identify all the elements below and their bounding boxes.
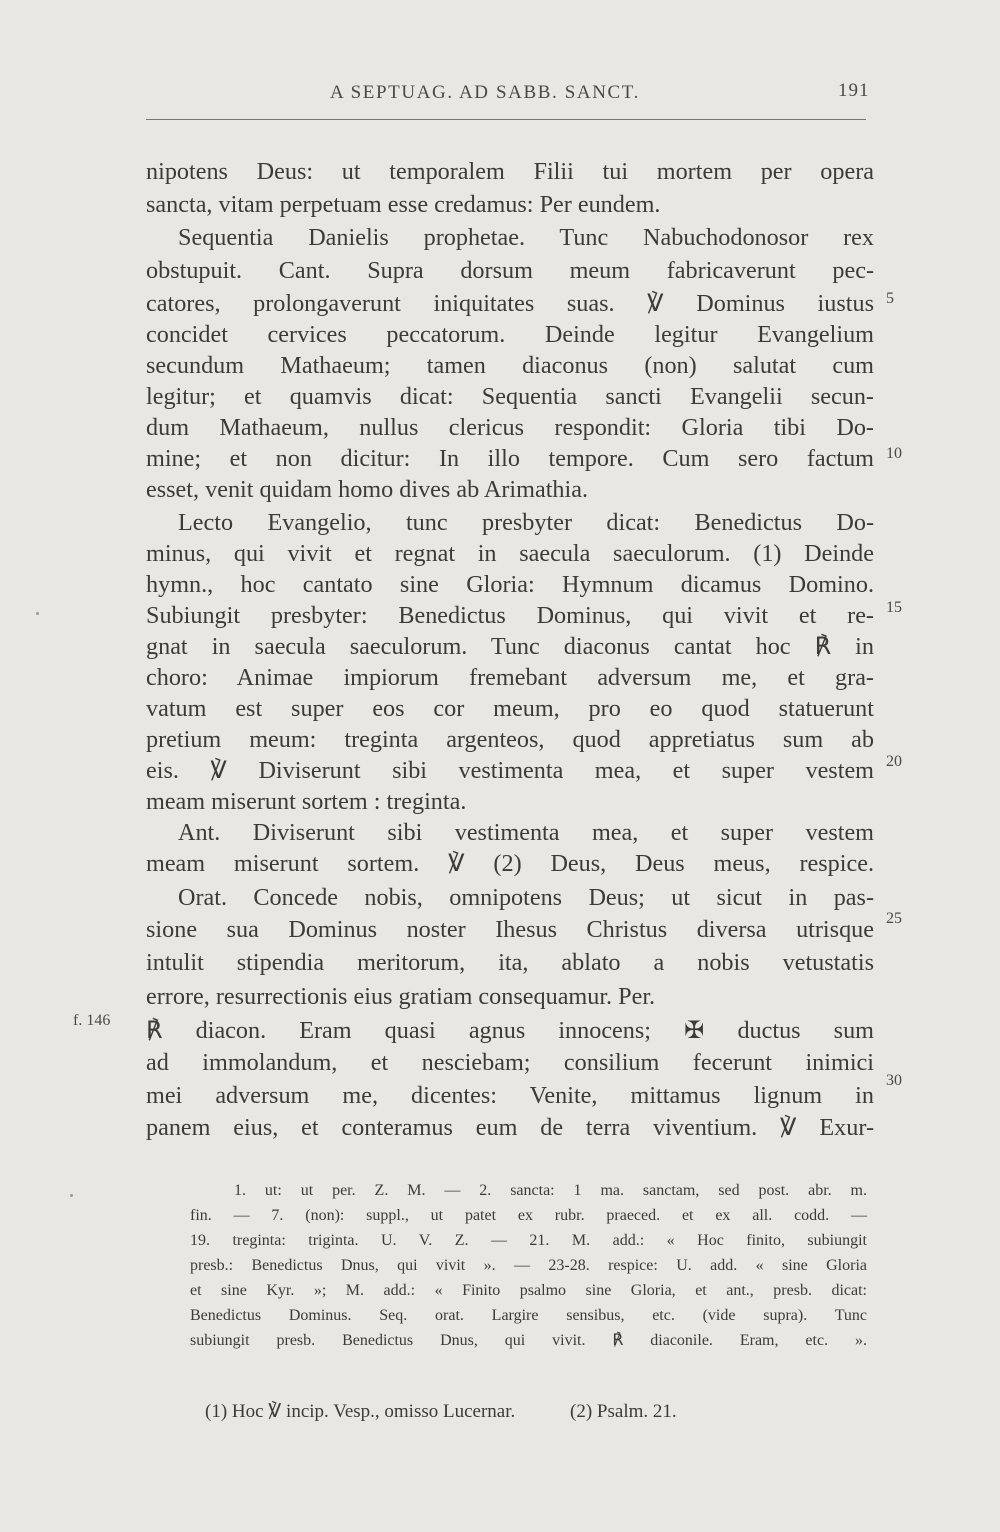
text-line: vatum est super eos cor meum, pro eo quod statuerunt xyxy=(146,695,874,722)
text-line: choro: Animae impiorum fremebant adversum me, et gra- xyxy=(146,664,874,691)
text-line: minus, qui vivit et regnat in saecula saeculorum. (1) Deinde xyxy=(146,540,874,567)
paper-speck xyxy=(36,612,39,615)
line-number-25: 25 xyxy=(886,910,902,927)
text-line: panem eius, et conteramus eum de terra viventium. ℣ Exur- xyxy=(146,1114,874,1141)
line-number-5: 5 xyxy=(886,290,894,307)
apparatus-line: fin. — 7. (non): suppl., ut patet ex rubr. praeced. et ex all. codd. — xyxy=(190,1207,867,1224)
text-line: dum Mathaeum, nullus clericus respondit: Gloria tibi Do- xyxy=(146,414,874,441)
footnote-1: (1) Hoc ℣ incip. Vesp., omisso Lucernar. xyxy=(205,1401,516,1422)
apparatus-line: Benedictus Dominus. Seq. orat. Largire sensibus, etc. (vide supra). Tunc xyxy=(190,1307,867,1324)
text-line: mine; et non dicitur: In illo tempore. Cum sero factum xyxy=(146,445,874,472)
text-line: nipotens Deus: ut temporalem Filii tui mortem per opera xyxy=(146,158,874,185)
text-line: Sequentia Danielis prophetae. Tunc Nabuchodonosor rex xyxy=(178,224,874,251)
text-line: hymn., hoc cantato sine Gloria: Hymnum dicamus Domino. xyxy=(146,571,874,598)
text-line: Orat. Concede nobis, omnipotens Deus; ut sicut in pas- xyxy=(178,884,874,911)
text-line: gnat in saecula saeculorum. Tunc diaconus cantat hoc ℟ in xyxy=(146,633,874,660)
line-number-20: 20 xyxy=(886,753,902,770)
apparatus-line: 19. treginta: triginta. U. V. Z. — 21. M. add.: « Hoc finito, subiungit xyxy=(190,1232,867,1249)
apparatus-line: subiungit presb. Benedictus Dnus, qui vivit. ℟ diaconile. Eram, etc. ». xyxy=(190,1332,867,1349)
text-line: concidet cervices peccatorum. Deinde legitur Evangelium xyxy=(146,321,874,348)
header-rule xyxy=(146,119,866,120)
text-line: meam miserunt sortem : treginta. xyxy=(146,788,467,815)
text-line: eis. ℣ Diviserunt sibi vestimenta mea, et super vestem xyxy=(146,757,874,784)
text-line: sione sua Dominus noster Ihesus Christus diversa utrisque xyxy=(146,916,874,943)
page-number: 191 xyxy=(838,80,870,101)
text-line: obstupuit. Cant. Supra dorsum meum fabricaverunt pec- xyxy=(146,257,874,284)
text-line: mei adversum me, dicentes: Venite, mittamus lignum in xyxy=(146,1082,874,1109)
line-number-10: 10 xyxy=(886,445,902,462)
text-line: esset, venit quidam homo dives ab Arimathia. xyxy=(146,476,589,503)
line-number-15: 15 xyxy=(886,599,902,616)
footnote-2: (2) Psalm. 21. xyxy=(570,1401,677,1422)
text-line: catores, prolongaverunt iniquitates suas. ℣ Dominus iustus xyxy=(146,290,874,317)
running-header: A SEPTUAG. AD SABB. SANCT. xyxy=(330,82,640,103)
text-line: intulit stipendia meritorum, ita, ablato a nobis vetustatis xyxy=(146,949,874,976)
line-number-30: 30 xyxy=(886,1072,902,1089)
text-line: Subiungit presbyter: Benedictus Dominus, qui vivit et re- xyxy=(146,602,874,629)
apparatus-line: et sine Kyr. »; M. add.: « Finito psalmo sine Gloria, et ant., presb. dicat: xyxy=(190,1282,867,1299)
text-line: pretium meum: treginta argenteos, quod appretiatus sum ab xyxy=(146,726,874,753)
text-line: secundum Mathaeum; tamen diaconus (non) salutat cum xyxy=(146,352,874,379)
text-line: ad immolandum, et nesciebam; consilium fecerunt inimici xyxy=(146,1049,874,1076)
text-line: meam miserunt sortem. ℣ (2) Deus, Deus meus, respice. xyxy=(146,850,874,877)
footnotes xyxy=(205,1398,865,1426)
text-line: sancta, vitam perpetuam esse credamus: Per eundem. xyxy=(146,191,661,218)
text-line: Lecto Evangelio, tunc presbyter dicat: Benedictus Do- xyxy=(178,509,874,536)
apparatus-line: 1. ut: ut per. Z. M. — 2. sancta: 1 ma. sanctam, sed post. abr. m. xyxy=(234,1182,867,1199)
apparatus-line: presb.: Benedictus Dnus, qui vivit ». — 23-28. respice: U. add. « sine Gloria xyxy=(190,1257,867,1274)
folio-mark: f. 146 xyxy=(73,1012,111,1029)
paper-speck xyxy=(70,1194,73,1197)
text-line: legitur; et quamvis dicat: Sequentia sancti Evangelii secun- xyxy=(146,383,874,410)
text-line: ℟ diacon. Eram quasi agnus innocens; ✠ ductus sum xyxy=(146,1017,874,1044)
text-line: errore, resurrectionis eius gratiam consequamur. Per. xyxy=(146,983,656,1010)
text-line: Ant. Diviserunt sibi vestimenta mea, et super vestem xyxy=(178,819,874,846)
